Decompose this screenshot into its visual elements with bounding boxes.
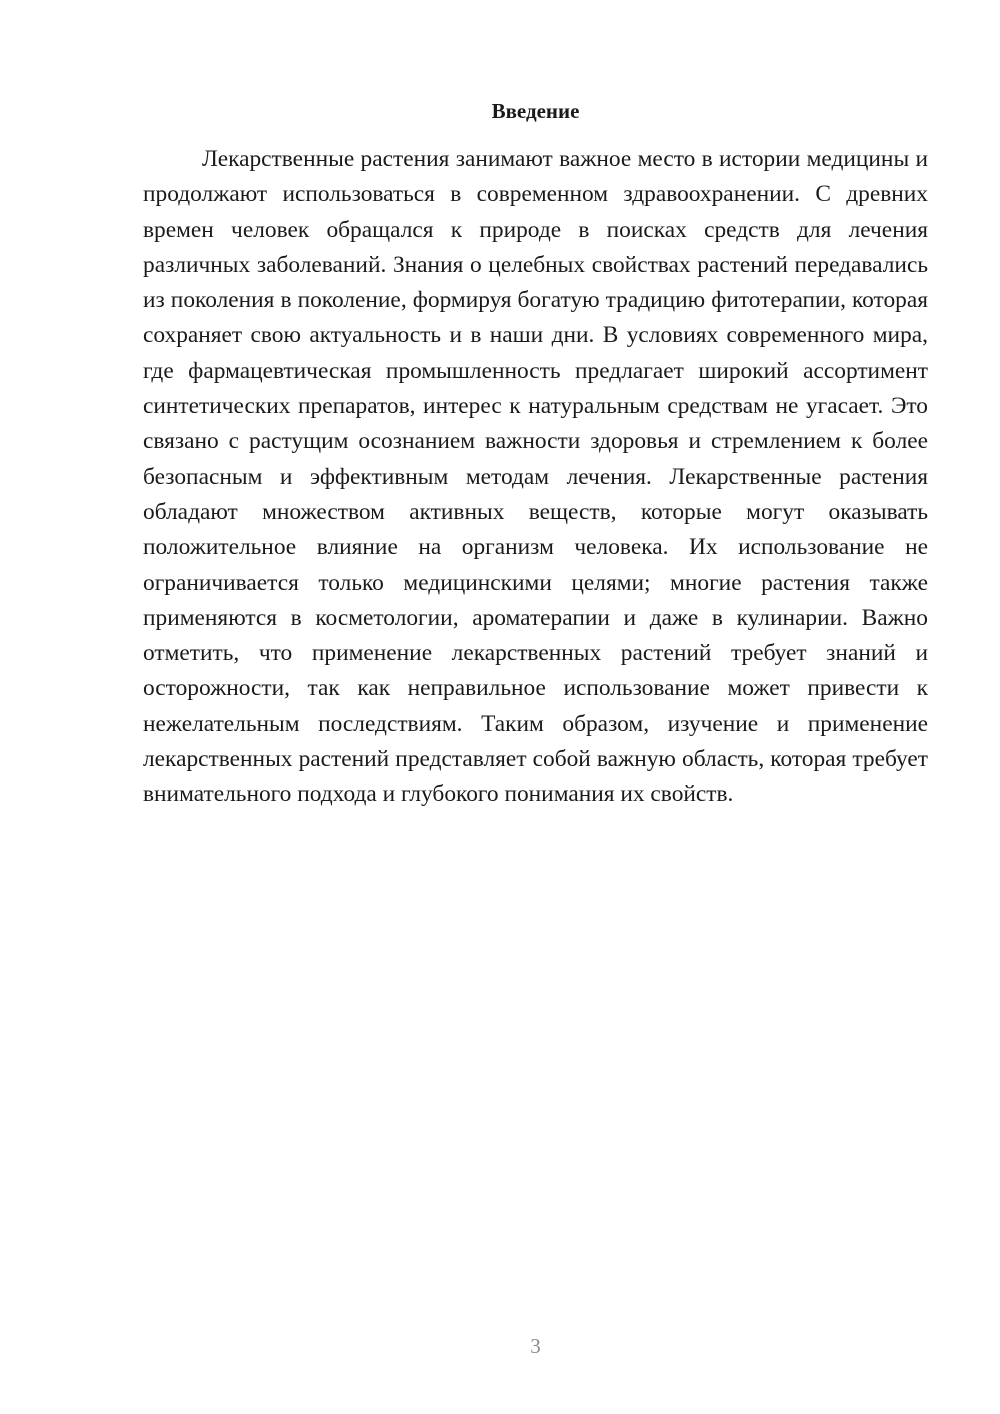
- section-heading: Введение: [491, 99, 580, 123]
- body-paragraph: Лекарственные растения занимают важное место в истории медицины и продолжают использоваться в современном здравоохранении. С древних времен человек обращался к природе в поисках средств для лечения различных заболеваний. Знания о целебных свойствах растений передавались из поколения в поколение, формируя богатую традицию фитотерапии, которая сохраняет свою актуальность и в наши дни. В условиях современного мира, где фармацевтическая промышленность предлагает широкий ассортимент синтетических препаратов, интерес к натуральным средствам не угасает. Это связано с растущим осознанием важности здоровья и стремлением к более безопасным и эффективным методам лечения. Лекарственные растения обладают множеством активных веществ, которые могут оказывать положительное влияние на организм человека. Их использование не ограничивается только медицинскими целями; многие растения также применяются в косметологии, ароматерапии и даже в кулинарии. Важно отметить, что применение лекарственных растений требует знаний и осторожности, так как неправильное использование может привести к нежелательным последствиям. Таким образом, изучение и применение лекарственных растений представляет собой важную область, которая требует внимательного подхода и глубокого понимания их свойств.: [143, 146, 928, 808]
- page-number: 3: [530, 1334, 541, 1358]
